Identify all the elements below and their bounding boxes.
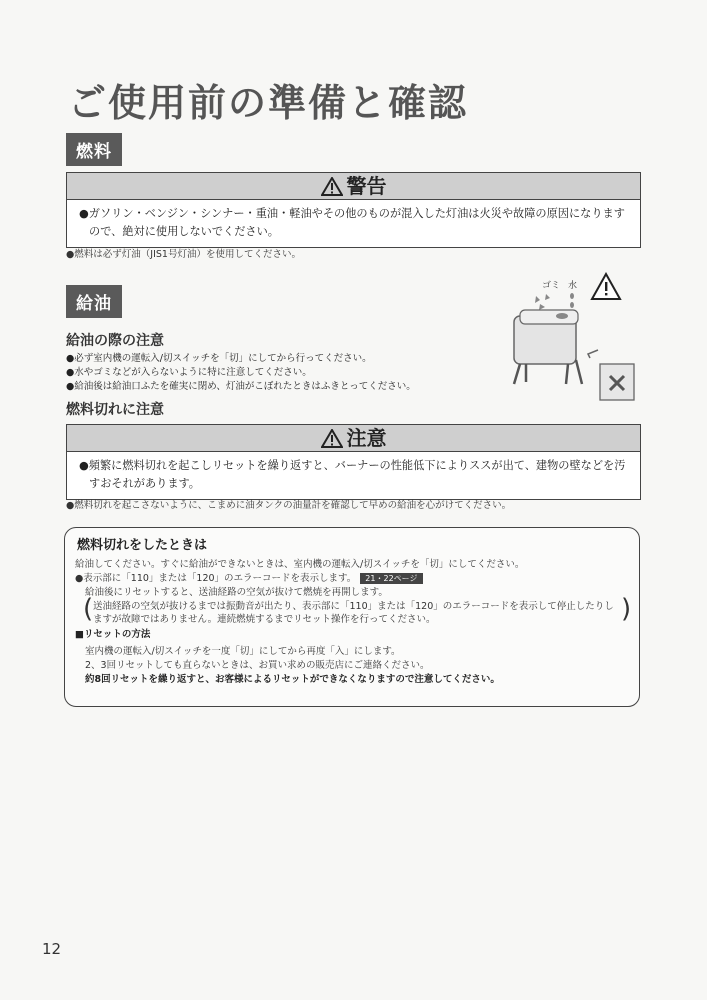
section-tag-refuel: 給油	[66, 285, 122, 318]
paren-line-2: ますが故障ではありません。連続燃焼するまでリセット操作を行ってください。	[93, 614, 436, 625]
warning-triangle-icon	[321, 177, 343, 196]
section-tag-fuel: 燃料	[66, 133, 122, 166]
list-item: ●水やゴミなどが入らないように特に注意してください。	[66, 367, 312, 378]
caution-triangle-icon	[592, 274, 620, 299]
warning-header	[67, 173, 640, 200]
fuel-note: ●燃料は必ず灯油（JIS1号灯油）を使用してください。	[66, 249, 301, 260]
warning-heading: 警告	[346, 174, 387, 198]
attention-text: ●頻繁に燃料切れを起こしリセットを繰り返すと、バーナーの性能低下によりススが出て、建物の壁などを汚すおそれがあります。	[79, 459, 626, 490]
attention-box	[66, 424, 641, 500]
warning-text: ●ガソリン・ベンジン・シンナー・重油・軽油やその他のものが混入した灯油は火災や故障の原因になりますので、絶対に使用しないでください。	[79, 207, 625, 238]
attention-header	[67, 425, 640, 452]
water-drops-icon	[570, 293, 574, 308]
outage-note: ●燃料切れを起こさないように、こまめに油タンクの油量計を確認して早めの給油を心がけてください。	[66, 500, 512, 511]
outage-box-title: 燃料切れをしたときは	[77, 538, 208, 553]
outage-line-2	[75, 570, 423, 584]
water-label: 水	[568, 281, 578, 291]
attention-triangle-icon	[321, 429, 343, 448]
reset-line-1: 室内機の運転入/切スイッチを一度「切」にしてから再度「入」にします。	[85, 646, 401, 657]
refuel-caution-heading: 給油の際の注意	[66, 333, 164, 349]
outage-line-3: 給油後にリセットすると、送油経路の空気が抜けて燃焼を再開します。	[85, 587, 388, 598]
reset-heading: ■リセットの方法	[75, 629, 151, 640]
dust-particles-icon	[535, 294, 550, 310]
left-paren: (	[83, 594, 94, 624]
fuel-outage-heading: 燃料切れに注意	[66, 402, 164, 418]
warning-box	[66, 172, 641, 248]
page-number: 12	[42, 940, 62, 958]
refuel-illustration	[506, 272, 646, 412]
reset-warning: 約8回リセットを繰り返すと、お客様によるリセットができなくなりますので注意してください。	[85, 674, 500, 685]
heater-unit-icon	[514, 310, 582, 384]
paren-line-1: 送油経路の空気が抜けるまでは振動音が出たり、表示部に「110」または「120」のエラーコードを表示して停止したりし	[93, 601, 614, 612]
fuel-can-icon	[588, 350, 634, 400]
attention-heading: 注意	[346, 426, 387, 450]
refuel-caution-list	[66, 352, 416, 394]
fuel-outage-box	[64, 527, 640, 707]
page-title: ご使用前の準備と確認	[68, 81, 469, 125]
reset-line-2: 2、3回リセットしても直らないときは、お買い求めの販売店にご連絡ください。	[85, 660, 430, 671]
dust-label: ゴミ	[542, 281, 561, 291]
right-paren: )	[621, 594, 632, 624]
outage-line-1: 給油してください。すぐに給油ができないときは、室内機の運転入/切スイッチを「切」にしてください。	[75, 559, 525, 570]
list-item: ●必ず室内機の運転入/切スイッチを「切」にしてから行ってください。	[66, 353, 372, 364]
list-item: ●給油後は給油口ふたを確実に閉め、灯油がこぼれたときはふきとってください。	[66, 381, 416, 392]
page-reference-badge: 21・22ページ	[360, 573, 422, 584]
outage-line-2-text: ●表示部に「110」または「120」のエラーコードを表示します。	[75, 573, 357, 584]
